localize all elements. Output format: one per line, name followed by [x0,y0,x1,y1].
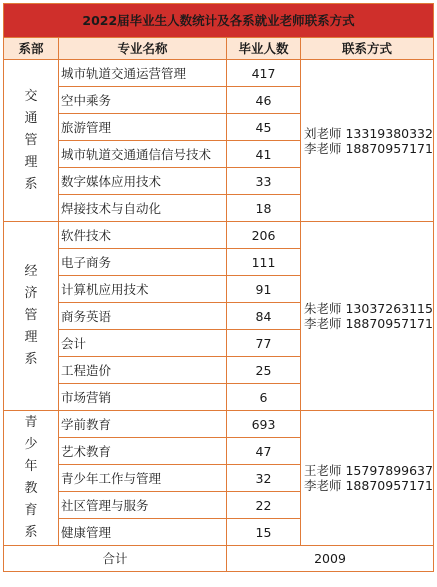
department-cell [4,222,59,411]
table-row [4,60,434,87]
graduate-count: 46 [227,87,301,114]
major-name: 旅游管理 [59,114,227,141]
graduate-count: 25 [227,357,301,384]
header-dept: 系部 [4,38,59,60]
graduate-count: 15 [227,519,301,546]
table-row [4,411,434,438]
contact-cell [301,411,434,546]
total-value: 2009 [227,546,434,572]
major-name: 城市轨道交通运营管理 [59,60,227,87]
major-name: 电子商务 [59,249,227,276]
contact-line: 李老师 18870957171 [304,140,433,156]
major-name: 计算机应用技术 [59,276,227,303]
major-name: 空中乘务 [59,87,227,114]
graduate-count: 206 [227,222,301,249]
graduate-count: 45 [227,114,301,141]
major-name: 工程造价 [59,357,227,384]
major-name: 艺术教育 [59,438,227,465]
contact-cell [301,222,434,411]
contact-line: 朱老师 13037263115 [304,301,433,316]
major-name: 商务英语 [59,303,227,330]
graduate-count: 111 [227,249,301,276]
department-name: 经济管理系 [24,264,38,367]
total-label: 合计 [4,546,227,572]
graduate-count: 47 [227,438,301,465]
department-cell [4,60,59,222]
major-name: 软件技术 [59,222,227,249]
header-contact: 联系方式 [301,38,434,60]
major-name: 健康管理 [59,519,227,546]
graduate-count: 84 [227,303,301,330]
department-name: 青少年教育系 [24,415,38,540]
department-name: 交通管理系 [24,88,38,192]
contact-cell [301,60,434,222]
graduate-table [3,3,434,572]
graduate-count: 77 [227,330,301,357]
major-name: 会计 [59,330,227,357]
graduate-count: 22 [227,492,301,519]
contact-line: 刘老师 13319380332 [304,125,433,141]
graduate-count: 6 [227,384,301,411]
major-name: 数字媒体应用技术 [59,168,227,195]
graduate-count: 32 [227,465,301,492]
contact-line: 王老师 15797899637 [304,463,433,478]
header-major: 专业名称 [59,38,227,60]
major-name: 青少年工作与管理 [59,465,227,492]
major-name: 学前教育 [59,411,227,438]
major-name: 城市轨道交通通信信号技术 [59,141,227,168]
graduate-statistics-sheet [3,3,433,572]
total-row [4,546,434,572]
graduate-count: 693 [227,411,301,438]
major-name: 市场营销 [59,384,227,411]
table-row [4,222,434,249]
graduate-count: 33 [227,168,301,195]
graduate-count: 18 [227,195,301,222]
contact-line: 李老师 18870957171 [304,316,433,331]
header-count: 毕业人数 [227,38,301,60]
graduate-count: 91 [227,276,301,303]
title-row [4,4,434,38]
graduate-count: 417 [227,60,301,87]
major-name: 社区管理与服务 [59,492,227,519]
contact-line: 李老师 18870957171 [304,478,433,493]
graduate-count: 41 [227,141,301,168]
table-title: 2022届毕业生人数统计及各系就业老师联系方式 [4,4,434,38]
header-row [4,38,434,60]
table-body [4,4,434,572]
major-name: 焊接技术与自动化 [59,195,227,222]
department-cell [4,411,59,546]
